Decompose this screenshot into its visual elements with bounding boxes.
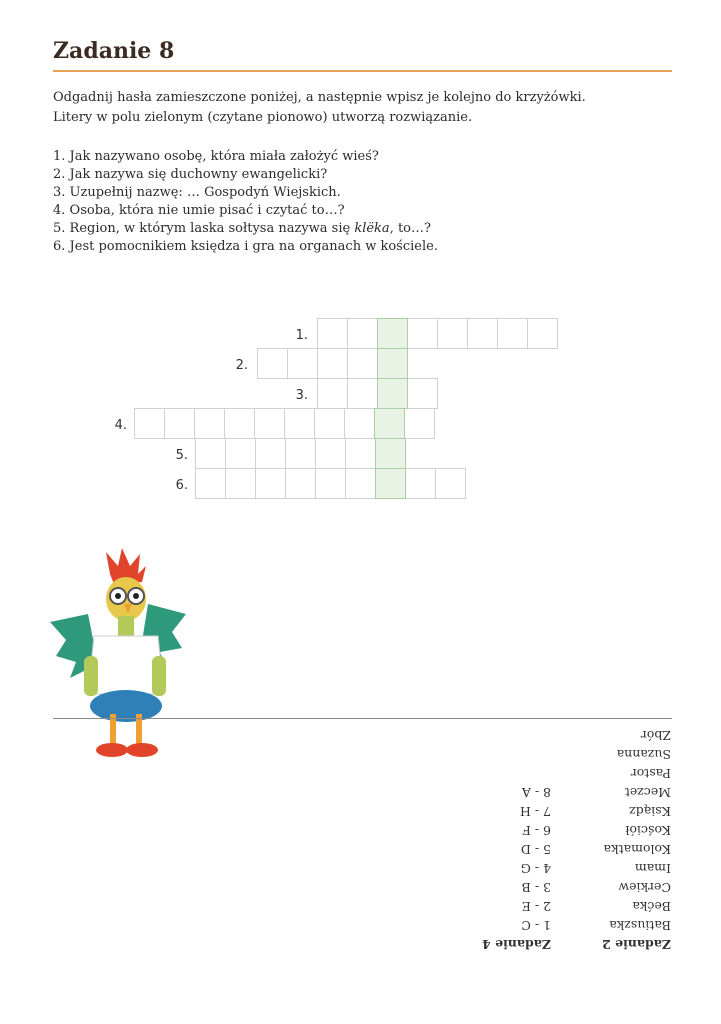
answer-item: Kolomatka <box>603 842 671 857</box>
crossword-cell[interactable] <box>257 348 288 379</box>
crossword-cell[interactable] <box>345 438 376 469</box>
answer-item: Batiuszka <box>609 918 671 933</box>
instructions <box>53 88 673 128</box>
crossword-cell[interactable] <box>254 408 285 439</box>
crossword-cell[interactable] <box>344 408 375 439</box>
crossword-cell[interactable] <box>437 318 468 349</box>
crossword-row-3 <box>317 378 437 408</box>
crossword-cell[interactable] <box>315 438 346 469</box>
crossword-solution-cell[interactable] <box>375 468 406 499</box>
crossword-solution-cell[interactable] <box>374 408 405 439</box>
crossword-cell[interactable] <box>255 468 286 499</box>
crossword-solution-cell[interactable] <box>375 438 406 469</box>
instruction-line-1: Odgadnij hasła zamieszczone poniżej, a następnie wpisz je kolejno do krzyżówki. <box>53 90 586 105</box>
answer-item: 1 - C <box>521 918 551 933</box>
row-label-6: 6. <box>175 478 188 493</box>
answer-item: Kościół <box>625 823 671 838</box>
question-list <box>53 148 438 256</box>
crossword-solution-cell[interactable] <box>377 318 408 349</box>
question-1: 1. Jak nazywano osobę, która miała założyć wieś? <box>53 149 379 164</box>
crossword-row-1 <box>317 318 557 348</box>
crossword-cell[interactable] <box>225 438 256 469</box>
crossword-cell[interactable] <box>195 438 226 469</box>
crossword-cell[interactable] <box>527 318 558 349</box>
answer-item: 3 - B <box>521 880 551 895</box>
crossword-cell[interactable] <box>284 408 315 439</box>
crossword-cell[interactable] <box>435 468 466 499</box>
crossword-cell[interactable] <box>407 378 438 409</box>
answer-item: Ksiądz <box>629 804 671 819</box>
crossword-row-4 <box>134 408 434 438</box>
row-label-2: 2. <box>235 358 248 373</box>
crossword-cell[interactable] <box>134 408 165 439</box>
crossword-cell[interactable] <box>194 408 225 439</box>
crossword-cell[interactable] <box>467 318 498 349</box>
question-3: 3. Uzupełnij nazwę: … Gospodyń Wiejskich. <box>53 185 341 200</box>
crossword-cell[interactable] <box>317 318 348 349</box>
row-label-5: 5. <box>175 448 188 463</box>
answer-item: 4 - G <box>520 861 551 876</box>
crossword-cell[interactable] <box>314 408 345 439</box>
crossword-cell[interactable] <box>497 318 528 349</box>
answer-key-upside-down <box>0 720 721 980</box>
left-arm <box>84 656 98 696</box>
answer-item: 2 - E <box>521 899 551 914</box>
answer-item: Suzanna <box>616 747 671 762</box>
answer-item: Cerkiew <box>618 880 671 895</box>
page-title: Zadanie 8 <box>53 38 175 64</box>
crossword-cell[interactable] <box>405 468 436 499</box>
instruction-line-2: Litery w polu zielonym (czytane pionowo) utworzą rozwiązanie. <box>53 110 473 125</box>
question-5-start: 5. Region, w którym laska sołtysa nazywa się <box>53 221 355 236</box>
answer-separator <box>53 718 672 719</box>
right-arm <box>152 656 166 696</box>
answers-zadanie-4-heading: Zadanie 4 <box>482 937 551 952</box>
answers-zadanie-4 <box>482 783 551 954</box>
row-label-4: 4. <box>114 418 127 433</box>
answer-item: Bećka <box>632 899 671 914</box>
crossword-cell[interactable] <box>407 318 438 349</box>
crossword-cell[interactable] <box>287 348 318 379</box>
crossword-solution-cell[interactable] <box>377 378 408 409</box>
row-label-3: 3. <box>295 388 308 403</box>
crossword-cell[interactable] <box>347 378 378 409</box>
crossword-cell[interactable] <box>164 408 195 439</box>
answer-item: Meczet <box>624 785 671 800</box>
crossword-cell[interactable] <box>285 438 316 469</box>
question-2: 2. Jak nazywa się duchowny ewangelicki? <box>53 167 328 182</box>
title-underline <box>53 70 672 72</box>
crossword-cell[interactable] <box>315 468 346 499</box>
crossword-cell[interactable] <box>345 468 376 499</box>
neck <box>118 616 134 638</box>
right-eye <box>133 593 139 599</box>
crossword-cell[interactable] <box>285 468 316 499</box>
question-4: 4. Osoba, która nie umie pisać i czytać to…? <box>53 203 345 218</box>
left-eye <box>115 593 121 599</box>
answer-item: 7 - H <box>519 804 551 819</box>
crossword-cell[interactable] <box>255 438 286 469</box>
question-5 <box>53 220 438 238</box>
answer-item: 8 - A <box>521 785 551 800</box>
crossword-cell[interactable] <box>195 468 226 499</box>
crossword-cell[interactable] <box>224 408 255 439</box>
crossword-cell[interactable] <box>404 408 435 439</box>
crossword-cell[interactable] <box>317 378 348 409</box>
crossword-row-6 <box>195 468 465 498</box>
crossword-cell[interactable] <box>347 318 378 349</box>
crossword-cell[interactable] <box>347 348 378 379</box>
crossword-row-5 <box>195 438 405 468</box>
answer-item: 6 - F <box>522 823 551 838</box>
row-label-1: 1. <box>295 328 308 343</box>
crossword-solution-cell[interactable] <box>377 348 408 379</box>
answers-zadanie-2-heading: Zadanie 2 <box>602 937 671 952</box>
question-5-end: , to…? <box>389 221 431 236</box>
question-5-italic: klëka <box>354 221 390 236</box>
answers-zadanie-2 <box>602 726 671 954</box>
answer-item: Pastor <box>630 766 671 781</box>
question-6: 6. Jest pomocnikiem księdza i gra na organach w kościele. <box>53 239 438 254</box>
answer-item: Zbór <box>640 728 671 743</box>
crossword-cell[interactable] <box>225 468 256 499</box>
answer-item: Imam <box>634 861 671 876</box>
crossword-cell[interactable] <box>317 348 348 379</box>
answer-item: 5 - D <box>520 842 551 857</box>
crossword-row-2 <box>257 348 407 378</box>
